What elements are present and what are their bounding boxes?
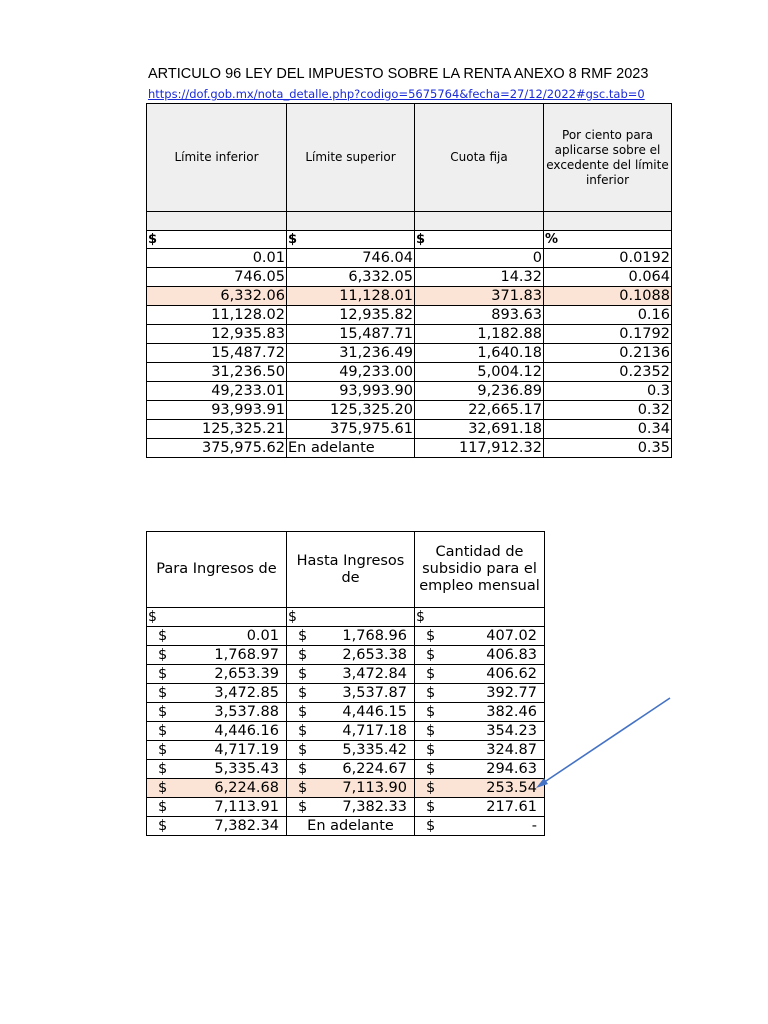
currency-symbol: $ (298, 780, 308, 796)
isr-cell: 0.01 (147, 249, 287, 268)
subsidio-header-cell: Hasta Ingresos de (287, 532, 415, 608)
isr-cell: 49,233.01 (147, 382, 287, 401)
subsidio-value: 392.77 (486, 685, 537, 701)
currency-symbol: $ (298, 647, 308, 663)
subsidio-table (146, 531, 545, 836)
subsidio-value: 5,335.42 (342, 742, 407, 758)
subsidio-unit-cell: $ (415, 608, 545, 627)
subsidio-value: 217.61 (486, 799, 537, 815)
subsidio-value: 406.62 (486, 666, 537, 682)
subsidio-header-cell: Para Ingresos de (147, 532, 287, 608)
currency-symbol: $ (158, 780, 168, 796)
annotation-arrow (520, 690, 680, 790)
isr-cell: 32,691.18 (415, 420, 544, 439)
currency-symbol: $ (158, 685, 168, 701)
subsidio-cell (147, 703, 287, 722)
subsidio-value: 7,113.90 (342, 780, 407, 796)
currency-symbol: $ (298, 666, 308, 682)
isr-table-row (147, 306, 672, 325)
subsidio-value: 1,768.96 (342, 628, 407, 644)
isr-blank-row (147, 212, 672, 231)
subsidio-cell (415, 627, 545, 646)
isr-cell: 0.32 (544, 401, 672, 420)
subsidio-cell (415, 817, 545, 836)
subsidio-table-row (147, 741, 545, 760)
subsidio-table-row (147, 646, 545, 665)
isr-header-cell: Cuota fija (415, 104, 544, 212)
subsidio-cell (287, 760, 415, 779)
currency-symbol: $ (158, 704, 168, 720)
isr-table-row (147, 325, 672, 344)
isr-cell: 0.1088 (544, 287, 672, 306)
subsidio-value: 1,768.97 (214, 647, 279, 663)
isr-cell: 6,332.06 (147, 287, 287, 306)
currency-symbol: $ (298, 799, 308, 815)
isr-cell: 49,233.00 (287, 363, 415, 382)
currency-symbol: $ (298, 628, 308, 644)
currency-symbol: $ (298, 704, 308, 720)
isr-cell: 1,182.88 (415, 325, 544, 344)
isr-cell: 0 (415, 249, 544, 268)
isr-cell: 0.35 (544, 439, 672, 458)
subsidio-cell (287, 684, 415, 703)
subsidio-cell (147, 779, 287, 798)
subsidio-header-cell: Cantidad de subsidio para el empleo mensual (415, 532, 545, 608)
subsidio-cell (287, 722, 415, 741)
subsidio-table-row (147, 722, 545, 741)
subsidio-table-row (147, 817, 545, 836)
subsidio-table-row (147, 703, 545, 722)
currency-symbol: $ (426, 799, 436, 815)
isr-table-body (147, 249, 672, 458)
currency-symbol: $ (158, 647, 168, 663)
subsidio-value: 407.02 (486, 628, 537, 644)
currency-symbol: $ (158, 742, 168, 758)
isr-cell: 15,487.72 (147, 344, 287, 363)
currency-symbol: $ (158, 666, 168, 682)
subsidio-cell (415, 646, 545, 665)
isr-unit-cell: % (544, 231, 672, 249)
isr-unit-cell: $ (287, 231, 415, 249)
isr-table-row (147, 363, 672, 382)
isr-cell: 31,236.49 (287, 344, 415, 363)
isr-cell: 746.04 (287, 249, 415, 268)
isr-table-row (147, 268, 672, 287)
subsidio-value: 4,717.19 (214, 742, 279, 758)
isr-units-row (147, 231, 672, 249)
isr-cell: 0.1792 (544, 325, 672, 344)
subsidio-value: 382.46 (486, 704, 537, 720)
subsidio-table-row (147, 798, 545, 817)
subsidio-value: 2,653.39 (214, 666, 279, 682)
subsidio-cell (147, 684, 287, 703)
currency-symbol: $ (426, 723, 436, 739)
subsidio-value: 354.23 (486, 723, 537, 739)
isr-cell: 14.32 (415, 268, 544, 287)
subsidio-value: 7,382.34 (214, 818, 279, 834)
document-title: ARTICULO 96 LEY DEL IMPUESTO SOBRE LA RENTA ANEXO 8 RMF 2023 (148, 66, 649, 82)
isr-cell: 0.0192 (544, 249, 672, 268)
isr-cell: 371.83 (415, 287, 544, 306)
subsidio-table-row (147, 627, 545, 646)
subsidio-table-row (147, 779, 545, 798)
isr-cell: 375,975.61 (287, 420, 415, 439)
isr-cell: En adelante (287, 439, 415, 458)
isr-cell: 5,004.12 (415, 363, 544, 382)
subsidio-cell (147, 741, 287, 760)
subsidio-table-body (147, 627, 545, 836)
subsidio-cell (147, 817, 287, 836)
currency-symbol: $ (426, 704, 436, 720)
isr-cell: 746.05 (147, 268, 287, 287)
isr-header-cell: Por ciento para aplicarse sobre el excedente del límite inferior (544, 104, 672, 212)
isr-header-cell: Límite superior (287, 104, 415, 212)
subsidio-cell (287, 798, 415, 817)
subsidio-cell (147, 760, 287, 779)
subsidio-value: 406.83 (486, 647, 537, 663)
arrow-head (536, 778, 548, 788)
subsidio-value: 294.63 (486, 761, 537, 777)
subsidio-cell (147, 627, 287, 646)
isr-rate-table (146, 103, 672, 458)
isr-cell: 9,236.89 (415, 382, 544, 401)
subsidio-table-row (147, 665, 545, 684)
currency-symbol: $ (426, 666, 436, 682)
subsidio-value: 7,382.33 (342, 799, 407, 815)
subsidio-value: 4,446.15 (342, 704, 407, 720)
isr-table-row (147, 344, 672, 363)
isr-cell: 93,993.91 (147, 401, 287, 420)
isr-cell: 0.34 (544, 420, 672, 439)
subsidio-cell (287, 703, 415, 722)
currency-symbol: $ (298, 723, 308, 739)
currency-symbol: $ (158, 628, 168, 644)
isr-cell: 125,325.20 (287, 401, 415, 420)
subsidio-cell (415, 665, 545, 684)
subsidio-value: - (531, 818, 537, 834)
subsidio-value: 5,335.43 (214, 761, 279, 777)
subsidio-table-row (147, 684, 545, 703)
subsidio-units-row (147, 608, 545, 627)
subsidio-value: 3,472.85 (214, 685, 279, 701)
subsidio-unit-cell: $ (287, 608, 415, 627)
subsidio-value: 7,113.91 (214, 799, 279, 815)
isr-table-row (147, 420, 672, 439)
subsidio-value: 0.01 (246, 628, 279, 644)
currency-symbol: $ (298, 685, 308, 701)
currency-symbol: $ (426, 742, 436, 758)
currency-symbol: $ (426, 628, 436, 644)
isr-cell: 0.3 (544, 382, 672, 401)
subsidio-value: 6,224.68 (214, 780, 279, 796)
subsidio-value: 324.87 (486, 742, 537, 758)
isr-cell: 31,236.50 (147, 363, 287, 382)
currency-symbol: $ (158, 799, 168, 815)
subsidio-value: 3,472.84 (342, 666, 407, 682)
isr-cell: 375,975.62 (147, 439, 287, 458)
subsidio-cell (287, 741, 415, 760)
subsidio-cell (415, 798, 545, 817)
subsidio-cell (287, 779, 415, 798)
subsidio-table-row (147, 760, 545, 779)
isr-table-row (147, 287, 672, 306)
subsidio-cell (147, 722, 287, 741)
isr-table-row (147, 249, 672, 268)
currency-symbol: $ (426, 685, 436, 701)
isr-cell: 0.2352 (544, 363, 672, 382)
subsidio-value: 3,537.87 (342, 685, 407, 701)
currency-symbol: $ (298, 761, 308, 777)
currency-symbol: $ (426, 780, 436, 796)
currency-symbol: $ (426, 761, 436, 777)
subsidio-cell (147, 798, 287, 817)
isr-cell: 15,487.71 (287, 325, 415, 344)
subsidio-cell (287, 665, 415, 684)
subsidio-value: 4,717.18 (342, 723, 407, 739)
subsidio-cell (287, 646, 415, 665)
currency-symbol: $ (158, 761, 168, 777)
subsidio-cell (287, 817, 415, 836)
subsidio-value: 2,653.38 (342, 647, 407, 663)
isr-table-row (147, 382, 672, 401)
isr-cell: 0.2136 (544, 344, 672, 363)
arrow-line (540, 698, 670, 785)
subsidio-value: 253.54 (486, 780, 537, 796)
isr-cell: 12,935.82 (287, 306, 415, 325)
subsidio-header-row (147, 532, 545, 608)
isr-cell: 893.63 (415, 306, 544, 325)
isr-header-cell: Límite inferior (147, 104, 287, 212)
isr-cell: 11,128.02 (147, 306, 287, 325)
isr-cell: 1,640.18 (415, 344, 544, 363)
isr-unit-cell: $ (147, 231, 287, 249)
isr-cell: 93,993.90 (287, 382, 415, 401)
isr-cell: 6,332.05 (287, 268, 415, 287)
subsidio-cell (147, 646, 287, 665)
isr-table-row (147, 401, 672, 420)
subsidio-value: 4,446.16 (214, 723, 279, 739)
isr-header-row (147, 104, 672, 212)
isr-table-row (147, 439, 672, 458)
subsidio-cell (147, 665, 287, 684)
source-link[interactable]: https://dof.gob.mx/nota_detalle.php?codigo=5675764&fecha=27/12/2022#gsc.tab=0 (148, 87, 645, 101)
subsidio-value: En adelante (307, 818, 394, 834)
isr-unit-cell: $ (415, 231, 544, 249)
currency-symbol: $ (426, 818, 436, 834)
subsidio-value: 3,537.88 (214, 704, 279, 720)
currency-symbol: $ (158, 818, 168, 834)
subsidio-cell (287, 627, 415, 646)
isr-cell: 0.064 (544, 268, 672, 287)
currency-symbol: $ (158, 723, 168, 739)
isr-cell: 22,665.17 (415, 401, 544, 420)
isr-cell: 11,128.01 (287, 287, 415, 306)
subsidio-value: 6,224.67 (342, 761, 407, 777)
currency-symbol: $ (426, 647, 436, 663)
isr-cell: 0.16 (544, 306, 672, 325)
isr-cell: 125,325.21 (147, 420, 287, 439)
isr-cell: 12,935.83 (147, 325, 287, 344)
currency-symbol: $ (298, 742, 308, 758)
isr-cell: 117,912.32 (415, 439, 544, 458)
subsidio-unit-cell: $ (147, 608, 287, 627)
